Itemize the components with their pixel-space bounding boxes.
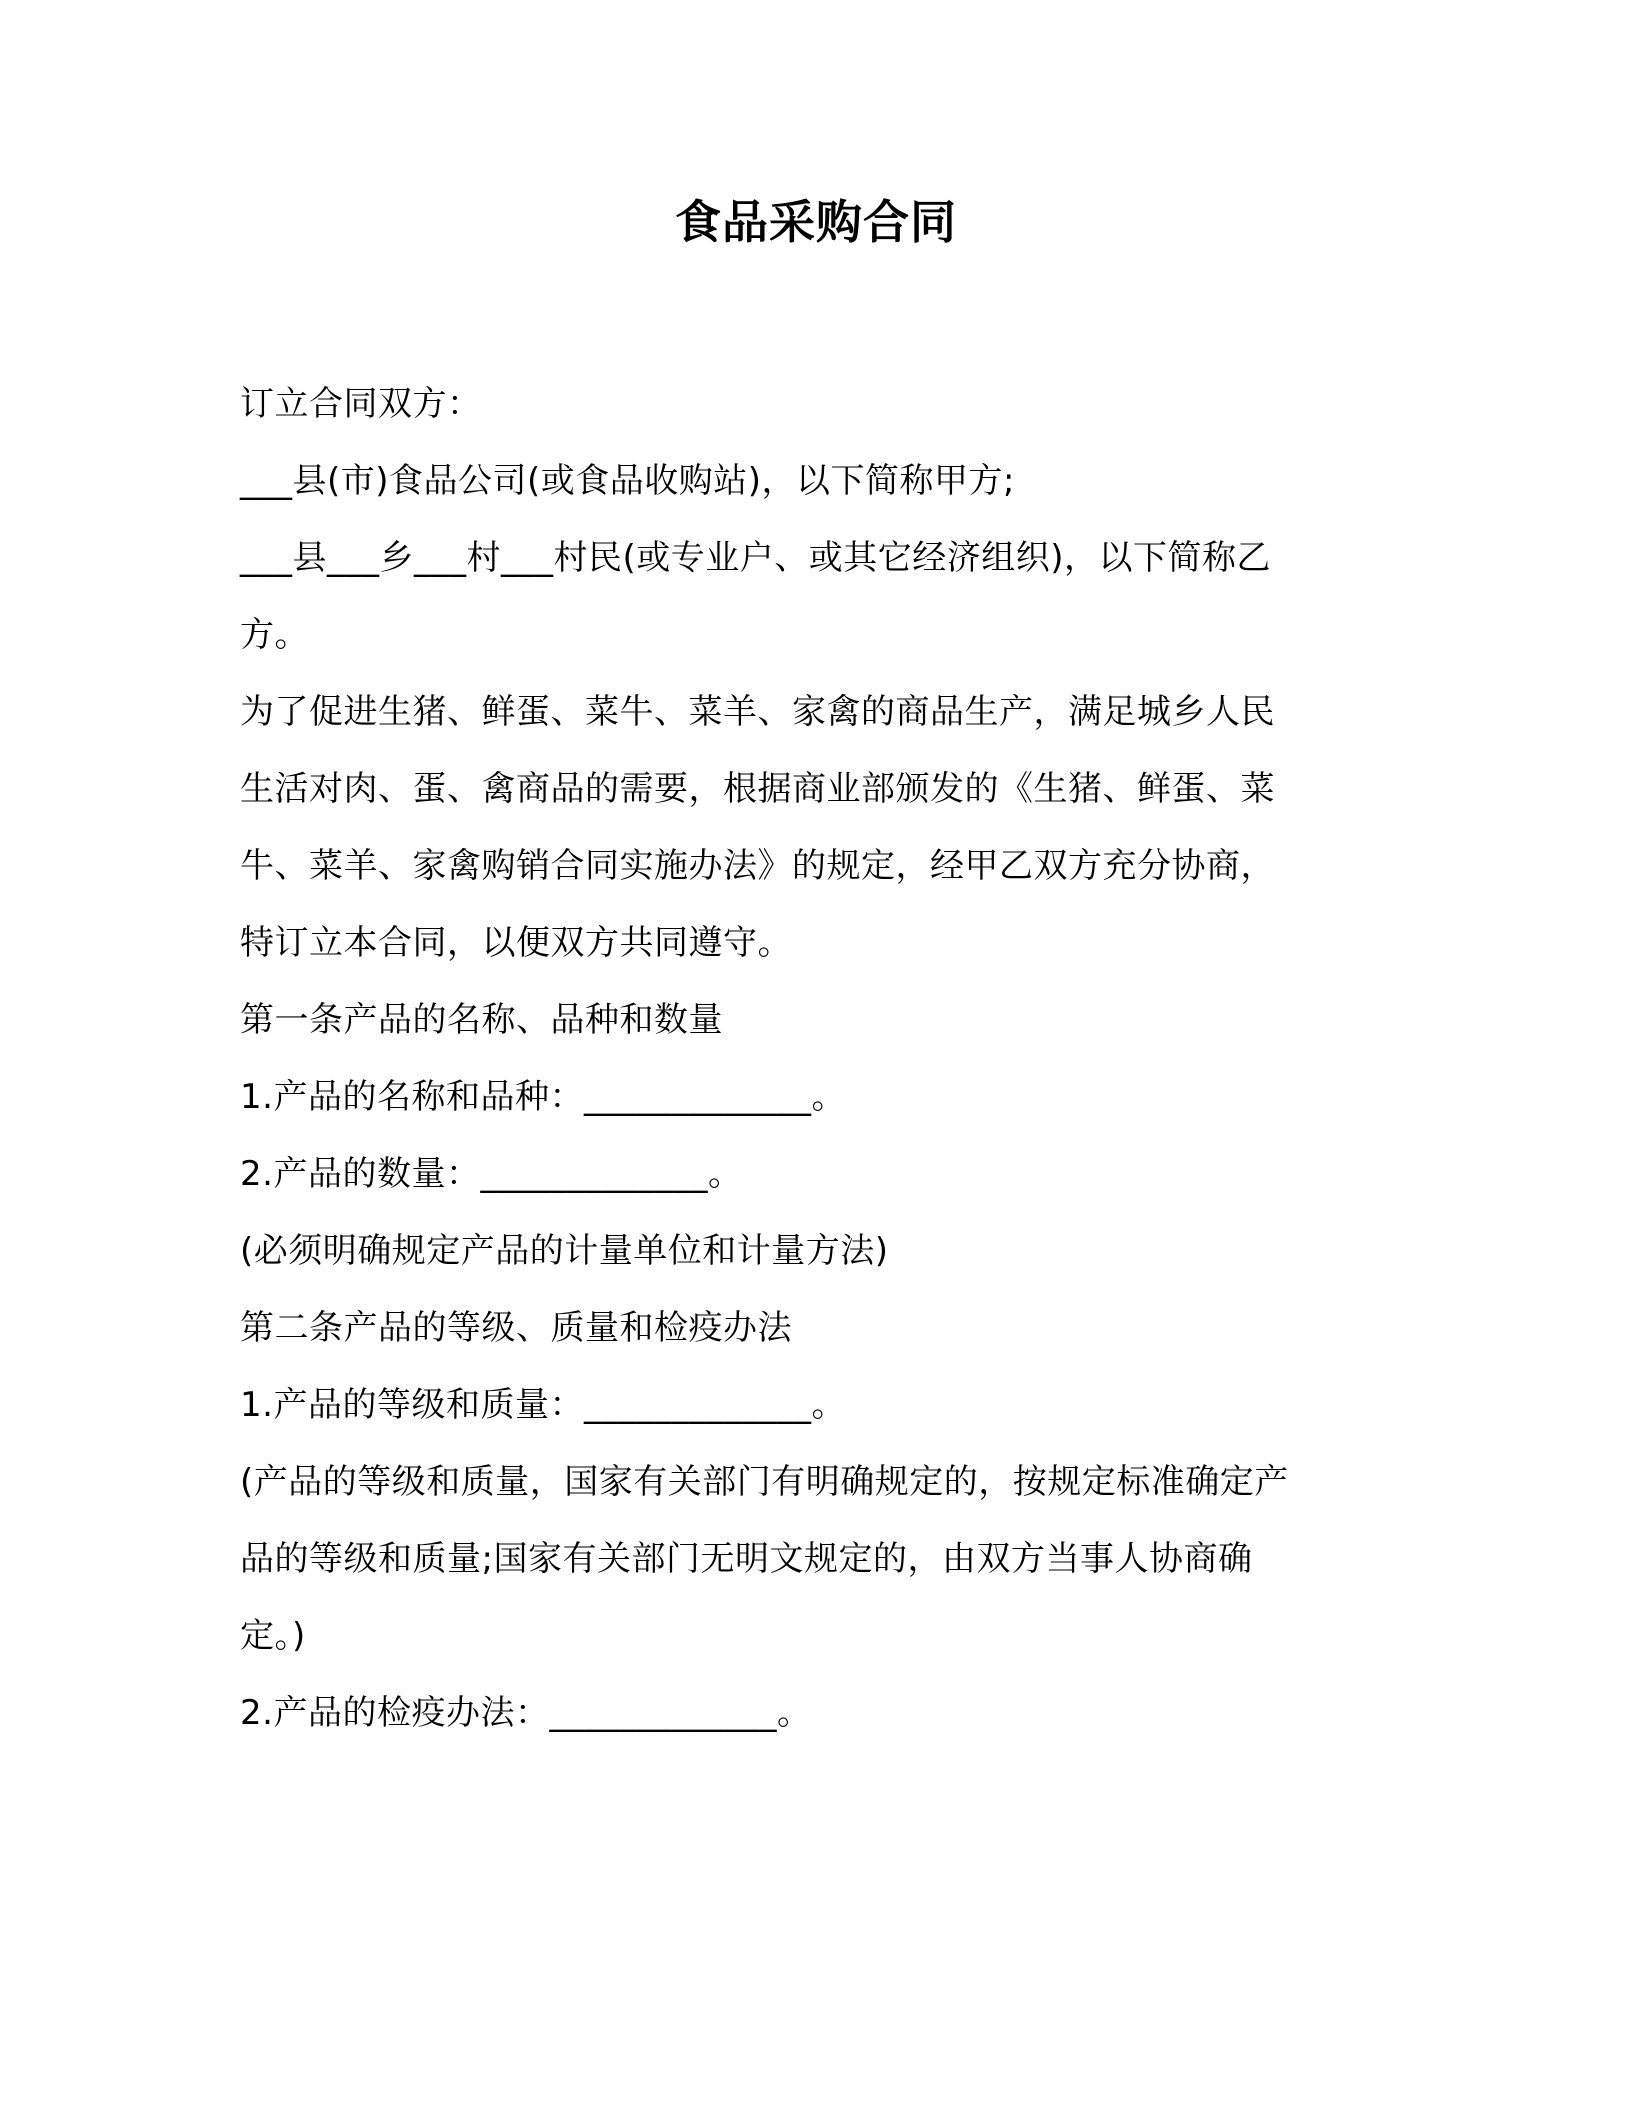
grade-quality-note: 品的等级和质量;国家有关部门无明文规定的，由双方当事人协商确 bbox=[240, 1539, 1253, 1579]
article-2-heading: 第二条产品的等级、质量和检疫办法 bbox=[240, 1308, 792, 1348]
quantity-note: (必须明确规定产品的计量单位和计量方法) bbox=[240, 1231, 889, 1271]
grade-quality-note: (产品的等级和质量，国家有关部门有明确规定的，按规定标准确定产 bbox=[240, 1462, 1289, 1502]
party-b-line-continued: 方。 bbox=[240, 615, 309, 655]
parties-heading: 订立合同双方： bbox=[240, 384, 482, 424]
article-1-heading: 第一条产品的名称、品种和数量 bbox=[240, 1000, 723, 1040]
grade-quality-clause: 1.产品的等级和质量：_____________。 bbox=[240, 1385, 846, 1425]
preamble-line: 为了促进生猪、鲜蛋、菜牛、菜羊、家禽的商品生产，满足城乡人民 bbox=[240, 692, 1275, 732]
quarantine-clause: 2.产品的检疫办法：_____________。 bbox=[240, 1693, 812, 1733]
preamble-line: 特订立本合同，以便双方共同遵守。 bbox=[240, 923, 792, 963]
grade-quality-note: 定。) bbox=[240, 1616, 306, 1656]
party-b-line: ___县___乡___村___村民(或专业户、或其它经济组织)，以下简称乙 bbox=[240, 538, 1272, 578]
party-a-line: ___县(市)食品公司(或食品收购站)，以下简称甲方; bbox=[240, 461, 1016, 501]
preamble-line: 生活对肉、蛋、禽商品的需要，根据商业部颁发的《生猪、鲜蛋、菜 bbox=[240, 769, 1275, 809]
product-name-clause: 1.产品的名称和品种：_____________。 bbox=[240, 1077, 846, 1117]
document-body bbox=[240, 366, 1370, 1752]
document-title: 食品采购合同 bbox=[675, 195, 957, 249]
preamble-line: 牛、菜羊、家禽购销合同实施办法》的规定，经甲乙双方充分协商， bbox=[240, 846, 1275, 886]
product-quantity-clause: 2.产品的数量：_____________。 bbox=[240, 1154, 743, 1194]
